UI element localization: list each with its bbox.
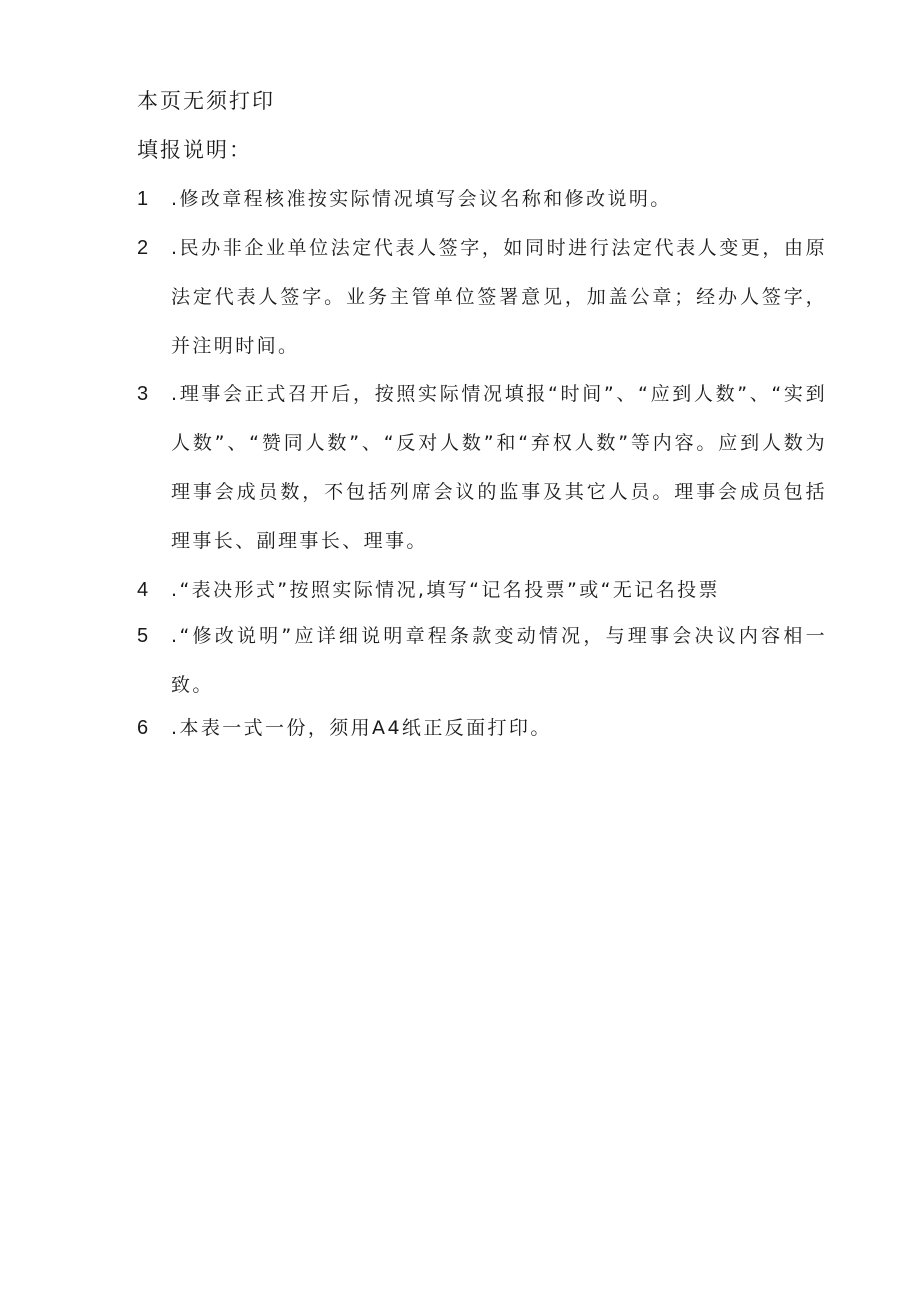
item-text: .修改章程核准按实际情况填写会议名称和修改说明。 — [171, 188, 672, 210]
item-number: 3 — [137, 383, 149, 405]
item-number: 4 — [137, 579, 149, 601]
item-text: .本表一式一份，须用A4纸正反面打印。 — [171, 717, 552, 739]
item-number: 5 — [137, 625, 149, 647]
item-text: .民办非企业单位法定代表人签字，如同时进行法定代表人变更，由原法定代表人签字。业务主管单位签署意见，加盖公章；经办人签字，并注明时间。 — [171, 237, 827, 357]
instruction-item-2 — [137, 224, 827, 371]
item-text: .“表决形式”按照实际情况,填写“记名投票”或“无记名投票 — [171, 579, 720, 601]
instruction-item-1 — [137, 175, 827, 224]
instructions-heading: 填报说明： — [137, 138, 252, 162]
item-number: 2 — [137, 237, 149, 259]
instruction-item-5 — [137, 612, 827, 710]
no-print-notice: 本页无须打印 — [137, 89, 275, 113]
instruction-item-6 — [137, 704, 827, 753]
instruction-item-3 — [137, 370, 827, 566]
item-number: 1 — [137, 188, 149, 210]
item-text: .“修改说明”应详细说明章程条款变动情况，与理事会决议内容相一致。 — [171, 625, 827, 696]
item-number: 6 — [137, 717, 149, 739]
item-text: .理事会正式召开后，按照实际情况填报“时间”、“应到人数”、“实到人数”、“赞同人数”、“反对人数”和“弃权人数”等内容。应到人数为理事会成员数，不包括列席会议的监事及其它人员。理事会成员包括理事长、副理事长、理事。 — [171, 383, 827, 552]
instruction-item-4 — [137, 566, 827, 615]
